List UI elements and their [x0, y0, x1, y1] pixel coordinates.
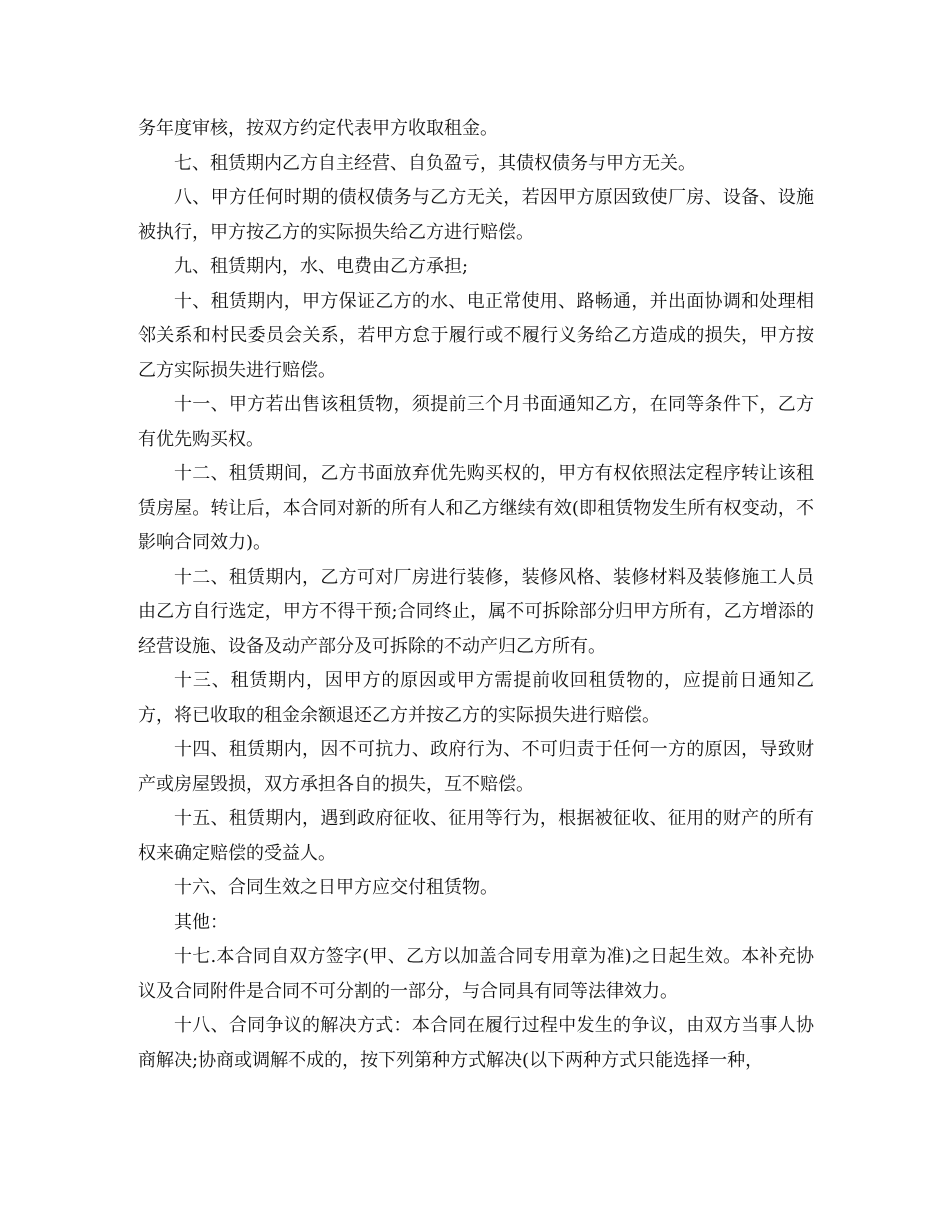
paragraph-clause-15: 十五、租赁期内，遇到政府征收、征用等行为，根据被征收、征用的财产的所有权来确定赔偿的受益人。: [138, 808, 814, 864]
paragraph-clause-12b: 十二、租赁期内，乙方可对厂房进行装修，装修风格、装修材料及装修施工人员由乙方自行选定，甲方不得干预;合同终止，属不可拆除部分归甲方所有，乙方增添的经营设施、设备及动产部分及可拆除的不动产归乙方所有。: [138, 566, 814, 657]
paragraph-clause-14: 十四、租赁期内，因不可抗力、政府行为、不可归责于任何一方的原因，导致财产或房屋毁损，双方承担各自的损失，互不赔偿。: [138, 739, 814, 795]
paragraph-clause-10: 十、租赁期内，甲方保证乙方的水、电正常使用、路畅通，并出面协调和处理相邻关系和村民委员会关系，若甲方怠于履行或不履行义务给乙方造成的损失，甲方按乙方实际损失进行赔偿。: [138, 290, 814, 381]
paragraph-clause-13: 十三、租赁期内，因甲方的原因或甲方需提前收回租赁物的，应提前日通知乙方，将已收取的租金余额退还乙方并按乙方的实际损失进行赔偿。: [138, 670, 814, 726]
paragraph-clause-18: 十八、合同争议的解决方式：本合同在履行过程中发生的争议，由双方当事人协商解决;协商或调解不成的，按下列第种方式解决(以下两种方式只能选择一种，: [138, 1015, 814, 1071]
paragraph-clause-11: 十一、甲方若出售该租赁物，须提前三个月书面通知乙方，在同等条件下，乙方有优先购买权。: [138, 394, 814, 450]
paragraph-clause-8: 八、甲方任何时期的债权债务与乙方无关，若因甲方原因致使厂房、设备、设施被执行，甲方按乙方的实际损失给乙方进行赔偿。: [138, 187, 814, 243]
paragraph-other-heading: 其他：: [174, 911, 228, 933]
paragraph-clause-7: 七、租赁期内乙方自主经营、自负盈亏，其债权债务与甲方无关。: [174, 152, 696, 174]
paragraph-clause-12a: 十二、租赁期间，乙方书面放弃优先购买权的，甲方有权依照法定程序转让该租赁房屋。转让后，本合同对新的所有人和乙方继续有效(即租赁物发生所有权变动，不影响合同效力)。: [138, 463, 814, 553]
paragraph-clause-16: 十六、合同生效之日甲方应交付租赁物。: [174, 877, 498, 898]
document-page: [138, 112, 814, 1078]
paragraph-clause-9: 九、租赁期内，水、电费由乙方承担;: [174, 256, 469, 277]
paragraph-continuation: 务年度审核，按双方约定代表甲方收取租金。: [138, 118, 498, 139]
paragraph-clause-17: 十七.本合同自双方签字(甲、乙方以加盖合同专用章为准)之日起生效。本补充协议及合同附件是合同不可分割的一部分，与合同具有同等法律效力。: [138, 946, 814, 1002]
